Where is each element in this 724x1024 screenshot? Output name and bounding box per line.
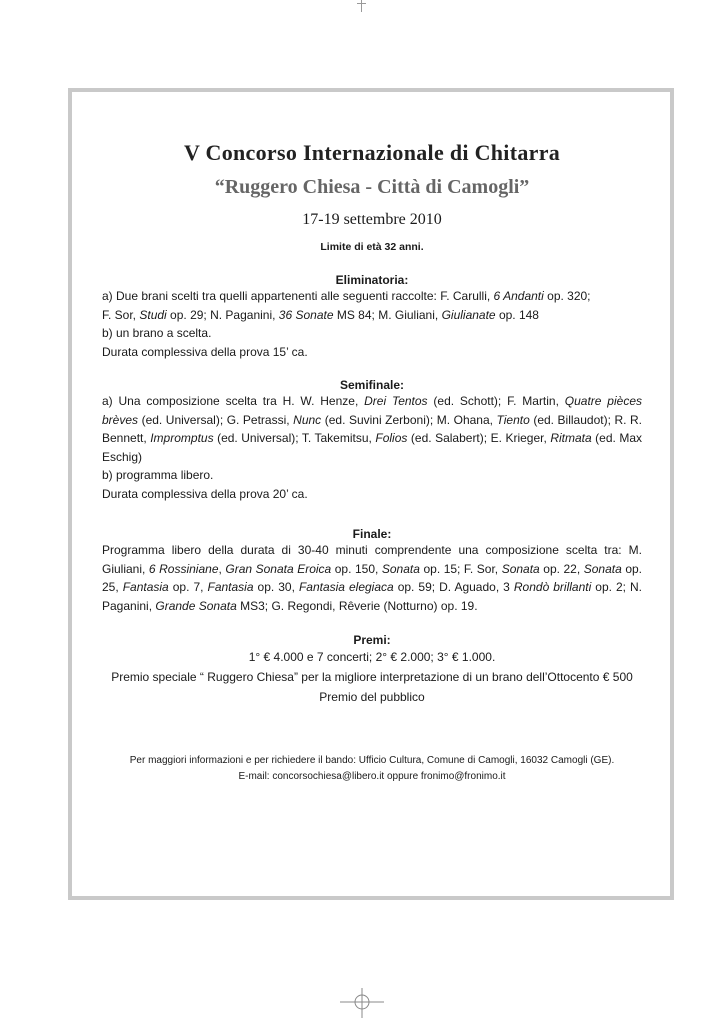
age-limit: Limite di età 32 anni.	[320, 241, 424, 253]
semifinale-title: Semifinale:	[339, 378, 405, 392]
eliminatoria-title: Eliminatoria:	[335, 273, 409, 287]
premi-line-1: 1° € 4.000 e 7 concerti; 2° € 2.000; 3° € 1.000.	[248, 650, 496, 664]
contact-footer	[102, 753, 642, 785]
section-finale	[102, 527, 642, 615]
section-semifinale	[102, 378, 642, 503]
footer-line-1: Per maggiori informazioni e per richiedere il bando: Ufficio Cultura, Comune di Camogli, 16032 Camogli (GE).	[129, 755, 615, 766]
contest-title: V Concorso Internazionale di Chitarra	[183, 140, 561, 165]
footer-line-2: E-mail: concorsochiesa@libero.it oppure fronimo@fronimo.it	[238, 771, 506, 782]
semifinale-paragraph: a) Una composizione scelta tra H. W. Henze, Drei Tentos (ed. Schott); F. Martin, Quatre pièces brèves (ed. Universal); G. Petrassi, Nunc (ed. Suvini Zerboni); M. Ohana, Tiento (ed. Billaudot); R. R. Bennett, Impromptus (ed. Universal); T. Takemitsu, Folios (ed. Salabert); E. Krieger, Ritmata (ed. Max Eschig)	[102, 394, 643, 464]
eliminatoria-line-2: F. Sor, Studi op. 29; N. Paganini, 36 Sonate MS 84; M. Giuliani, Giulianate op. 148	[102, 307, 539, 322]
eliminatoria-line-4: Durata complessiva della prova 15’ ca.	[102, 344, 308, 359]
premi-line-2: Premio speciale “ Ruggero Chiesa” per la migliore interpretazione di un brano dell’Ottocento € 500	[111, 670, 633, 684]
premi-title: Premi:	[353, 633, 391, 647]
section-premi	[102, 633, 642, 707]
eliminatoria-line-3: b) un brano a scelta.	[102, 326, 212, 340]
poster-content	[102, 140, 642, 785]
semifinale-line-3: Durata complessiva della prova 20’ ca.	[102, 486, 308, 501]
semifinale-line-2: b) programma libero.	[102, 468, 214, 482]
registration-mark-icon	[340, 988, 384, 1018]
finale-paragraph: Programma libero della durata di 30-40 minuti comprendente una composizione scelta tra: M. Giuliani, 6 Rossiniane, Gran Sonata Eroica op. 150, Sonata op. 15; F. Sor, Sonata op. 22, Sonata op. 25, Fantasia op. 7, Fantasia op. 30, Fantasia elegiaca op. 59; D. Aguado, 3 Rondò brillanti op. 2; N. Paganini, Grande Sonata MS3; G. Regondi, Rêverie (Notturno) op. 19.	[102, 543, 643, 613]
finale-title: Finale:	[352, 527, 392, 541]
section-eliminatoria	[102, 273, 642, 361]
poster-frame	[68, 88, 674, 900]
eliminatoria-text	[102, 287, 642, 361]
crop-mark-top	[361, 0, 362, 12]
crop-mark-top-tick	[357, 3, 366, 4]
contest-dates: 17-19 settembre 2010	[302, 211, 442, 228]
contest-subtitle: “Ruggero Chiesa - Città di Camogli”	[214, 176, 530, 198]
premi-line-3: Premio del pubblico	[319, 690, 425, 704]
eliminatoria-line-1: a) Due brani scelti tra quelli appartenenti alle seguenti raccolte: F. Carulli, 6 Andanti op. 320;	[102, 289, 591, 303]
